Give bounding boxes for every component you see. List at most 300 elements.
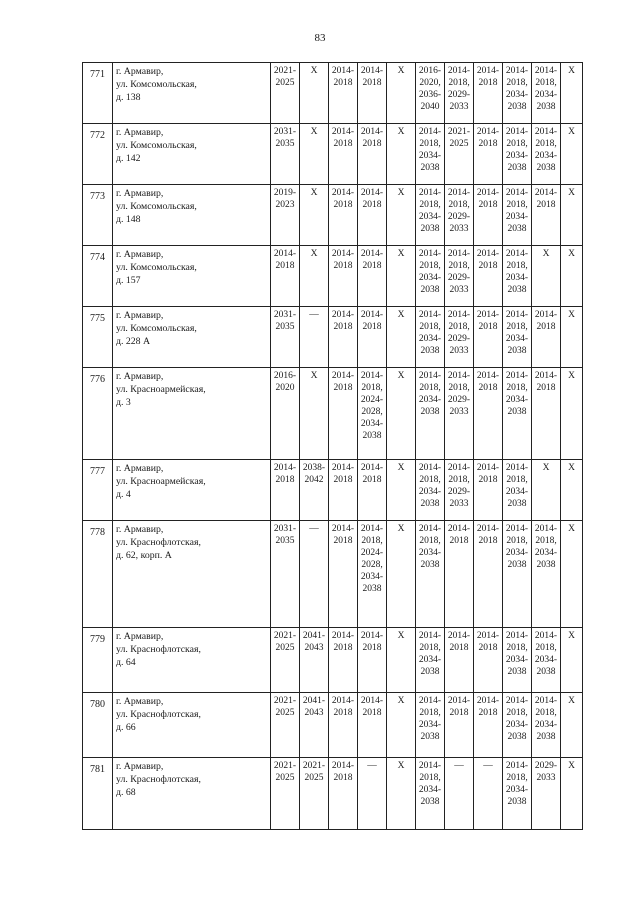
period-text: 2033 <box>449 224 469 234</box>
period-text: 2018 <box>478 261 498 271</box>
period-text: 2033 <box>449 407 469 417</box>
period-text: 2018 <box>333 261 353 271</box>
period-cell <box>358 185 387 246</box>
period-text: 2018 <box>333 643 353 653</box>
period-cell <box>561 628 583 693</box>
period-cell <box>474 521 503 628</box>
address-line: д. 142 <box>116 153 141 164</box>
period-text: 2014- <box>331 463 355 473</box>
period-text: 2033 <box>449 102 469 112</box>
address-line: д. 62, корп. А <box>116 550 172 561</box>
period-text: 2014- <box>360 631 384 641</box>
period-text: 2038 <box>536 102 556 112</box>
period-cell <box>561 368 583 460</box>
period-cell <box>474 185 503 246</box>
table-row <box>83 63 583 124</box>
period-text: 2018 <box>333 383 353 393</box>
period-cell <box>474 246 503 307</box>
period-text: 2025 <box>275 78 295 88</box>
period-text: 2018 <box>275 475 295 485</box>
period-cell <box>445 628 474 693</box>
period-text: 2038 <box>420 285 440 295</box>
period-cell <box>329 246 358 307</box>
period-cell <box>561 307 583 368</box>
period-text: 2018, <box>506 475 528 485</box>
row-number: 776 <box>83 368 113 460</box>
period-cell <box>329 628 358 693</box>
address-line: д. 148 <box>116 214 141 225</box>
period-text: 2043 <box>304 643 324 653</box>
period-text: X <box>310 249 318 259</box>
address-line: г. Армавир, <box>116 188 164 199</box>
period-text: 2018, <box>448 78 470 88</box>
period-cell <box>387 185 416 246</box>
period-cell <box>474 124 503 185</box>
period-text: 2018, <box>419 475 441 485</box>
period-text: 2014- <box>360 696 384 706</box>
period-text: 2014- <box>331 371 355 381</box>
period-text: 2014- <box>476 249 500 259</box>
period-cell <box>532 307 561 368</box>
period-text: X <box>568 371 575 381</box>
period-text: 2029- <box>447 273 471 283</box>
period-text: 2034- <box>534 90 558 100</box>
period-text: 2018, <box>506 383 528 393</box>
period-text: 2018 <box>478 322 498 332</box>
period-text: 2018, <box>419 773 441 783</box>
period-text: 2021- <box>273 631 297 641</box>
period-text: 2018, <box>535 139 557 149</box>
period-text: 2018, <box>506 261 528 271</box>
period-text: 2014- <box>331 310 355 320</box>
period-text: 2018, <box>419 139 441 149</box>
period-text: 2014- <box>447 249 471 259</box>
row-number: 780 <box>83 693 113 758</box>
period-text: 2041- <box>302 696 326 706</box>
period-text: 2038 <box>536 667 556 677</box>
period-cell <box>300 246 329 307</box>
address-cell <box>113 124 271 185</box>
period-cell <box>416 63 445 124</box>
period-text: 2028, <box>361 560 383 570</box>
period-cell <box>445 460 474 521</box>
period-cell <box>445 246 474 307</box>
period-cell <box>416 460 445 521</box>
period-cell <box>503 460 532 521</box>
period-text: 2033 <box>449 285 469 295</box>
period-text: 2025 <box>275 643 295 653</box>
period-cell <box>503 307 532 368</box>
period-cell <box>387 693 416 758</box>
period-text: 2034- <box>505 487 529 497</box>
table-row <box>83 693 583 758</box>
period-text: 2034- <box>418 395 442 405</box>
period-text: — <box>454 761 464 771</box>
period-cell <box>416 521 445 628</box>
period-cell <box>474 628 503 693</box>
period-cell <box>387 628 416 693</box>
period-text: 2016- <box>418 66 442 76</box>
period-text: 2018, <box>419 261 441 271</box>
period-cell <box>474 693 503 758</box>
period-text: 2025 <box>275 773 295 783</box>
period-text: 2038 <box>420 797 440 807</box>
period-text: 2038 <box>507 102 527 112</box>
period-text: 2014- <box>476 66 500 76</box>
period-text: 2014- <box>476 310 500 320</box>
period-text: 2033 <box>449 346 469 356</box>
period-text: 2014- <box>476 631 500 641</box>
period-cell <box>271 124 300 185</box>
period-text: 2034- <box>418 720 442 730</box>
period-cell <box>503 185 532 246</box>
period-text: 2034- <box>534 720 558 730</box>
period-cell <box>329 307 358 368</box>
period-cell <box>387 63 416 124</box>
period-text: 2014- <box>360 66 384 76</box>
period-text: 2029- <box>447 212 471 222</box>
period-text: 2018, <box>419 708 441 718</box>
period-text: 2018 <box>362 261 382 271</box>
table-row <box>83 521 583 628</box>
period-cell <box>358 521 387 628</box>
address-cell <box>113 693 271 758</box>
period-text: 2029- <box>447 334 471 344</box>
period-cell <box>532 521 561 628</box>
period-cell <box>561 124 583 185</box>
period-text: 2029- <box>534 761 558 771</box>
period-text: 2018 <box>478 475 498 485</box>
period-text: 2034- <box>534 151 558 161</box>
period-cell <box>358 460 387 521</box>
period-cell <box>387 758 416 830</box>
period-text: 2034- <box>418 212 442 222</box>
period-text: 2014- <box>418 463 442 473</box>
period-text: X <box>397 127 405 137</box>
period-cell <box>532 758 561 830</box>
period-text: 2038 <box>507 285 527 295</box>
period-text: 2018 <box>478 383 498 393</box>
period-cell <box>300 758 329 830</box>
period-text: 2018 <box>362 643 382 653</box>
period-text: 2018 <box>449 643 469 653</box>
period-cell <box>532 693 561 758</box>
address-line: д. 68 <box>116 787 136 798</box>
period-text: 2014- <box>360 310 384 320</box>
period-text: 2021- <box>302 761 326 771</box>
period-text: 2025 <box>304 773 324 783</box>
period-cell <box>300 368 329 460</box>
period-text: 2014- <box>476 463 500 473</box>
period-text: 2014- <box>447 524 471 534</box>
period-cell <box>561 185 583 246</box>
period-text: X <box>568 524 575 534</box>
period-text: 2014- <box>331 249 355 259</box>
period-text: 2014- <box>534 371 558 381</box>
period-cell <box>561 521 583 628</box>
period-text: 2034- <box>418 655 442 665</box>
address-cell <box>113 460 271 521</box>
period-cell <box>532 185 561 246</box>
period-text: 2014- <box>418 249 442 259</box>
period-text: 2014- <box>447 631 471 641</box>
period-text: 2035 <box>275 536 295 546</box>
period-cell <box>445 758 474 830</box>
address-line: г. Армавир, <box>116 524 164 535</box>
address-line: ул. Красноармейская, <box>116 384 206 395</box>
period-text: 2018 <box>362 322 382 332</box>
page-number: 83 <box>314 32 326 44</box>
period-text: 2029- <box>447 395 471 405</box>
period-text: 2018 <box>333 139 353 149</box>
address-line: ул. Комсомольская, <box>116 323 197 334</box>
period-text: 2035 <box>275 322 295 332</box>
period-text: 2019- <box>273 188 297 198</box>
period-text: 2014- <box>418 631 442 641</box>
period-text: 2018, <box>419 536 441 546</box>
period-text: 2038 <box>507 560 527 570</box>
period-cell <box>561 693 583 758</box>
period-text: 2038 <box>536 560 556 570</box>
period-cell <box>387 368 416 460</box>
period-text: X <box>397 696 405 706</box>
period-text: 2014- <box>360 249 384 259</box>
period-text: 2028, <box>361 407 383 417</box>
row-number: 771 <box>83 63 113 124</box>
period-cell <box>561 460 583 521</box>
period-cell <box>387 460 416 521</box>
period-text: 2018, <box>506 773 528 783</box>
period-text: 2014- <box>360 524 384 534</box>
period-cell <box>329 63 358 124</box>
period-cell <box>358 693 387 758</box>
period-text: X <box>397 371 405 381</box>
period-text: 2018 <box>478 78 498 88</box>
period-cell <box>416 307 445 368</box>
period-text: 2034- <box>534 655 558 665</box>
period-cell <box>300 124 329 185</box>
period-cell <box>474 368 503 460</box>
period-cell <box>474 63 503 124</box>
period-text: 2018, <box>506 322 528 332</box>
period-cell <box>416 758 445 830</box>
period-text: 2034- <box>505 151 529 161</box>
period-cell <box>358 758 387 830</box>
period-text: 2014- <box>447 188 471 198</box>
period-text: 2018, <box>419 322 441 332</box>
period-text: 2014- <box>476 371 500 381</box>
address-cell <box>113 185 271 246</box>
period-cell <box>416 124 445 185</box>
period-text: 2038 <box>362 431 382 441</box>
period-text: 2038 <box>420 499 440 509</box>
period-text: 2014- <box>418 127 442 137</box>
period-text: 2018 <box>478 536 498 546</box>
period-cell <box>387 124 416 185</box>
period-cell <box>300 693 329 758</box>
period-text: 2014- <box>447 696 471 706</box>
period-cell <box>561 63 583 124</box>
period-cell <box>329 368 358 460</box>
period-text: 2018, <box>535 708 557 718</box>
period-cell <box>300 521 329 628</box>
address-line: д. 228 А <box>116 336 151 347</box>
address-line: ул. Комсомольская, <box>116 201 197 212</box>
repair-schedule-table <box>82 62 583 830</box>
period-cell <box>271 246 300 307</box>
period-text: 2014- <box>273 463 297 473</box>
period-text: 2014- <box>360 371 384 381</box>
period-cell <box>416 628 445 693</box>
period-text: 2018 <box>362 139 382 149</box>
period-text: 2014- <box>534 524 558 534</box>
period-text: 2018 <box>478 643 498 653</box>
period-text: 2029- <box>447 90 471 100</box>
period-text: 2014- <box>418 524 442 534</box>
address-cell <box>113 758 271 830</box>
period-text: 2018, <box>419 383 441 393</box>
period-text: 2038 <box>507 499 527 509</box>
period-text: 2025 <box>275 708 295 718</box>
period-cell <box>271 460 300 521</box>
row-number: 774 <box>83 246 113 307</box>
period-text: 2018 <box>536 322 556 332</box>
period-cell <box>271 63 300 124</box>
period-text: 2014- <box>534 188 558 198</box>
period-text: 2014- <box>505 249 529 259</box>
period-text: 2038 <box>507 797 527 807</box>
period-cell <box>474 460 503 521</box>
period-text: 2040 <box>420 102 440 112</box>
period-text: 2014- <box>505 761 529 771</box>
period-text: 2038 <box>420 346 440 356</box>
period-text: 2034- <box>418 334 442 344</box>
address-cell <box>113 521 271 628</box>
period-text: 2034- <box>505 548 529 558</box>
period-text: 2038 <box>420 560 440 570</box>
row-number: 773 <box>83 185 113 246</box>
period-text: 2038 <box>536 732 556 742</box>
period-text: — <box>309 310 319 320</box>
period-text: 2014- <box>505 463 529 473</box>
address-line: д. 3 <box>116 397 131 408</box>
period-text: 2043 <box>304 708 324 718</box>
period-text: 2038 <box>507 163 527 173</box>
period-text: 2014- <box>534 696 558 706</box>
period-text: 2018, <box>506 78 528 88</box>
period-text: 2024- <box>360 395 384 405</box>
period-text: 2033 <box>536 773 556 783</box>
period-text: X <box>397 524 405 534</box>
period-text: — <box>367 761 377 771</box>
period-text: X <box>542 249 550 259</box>
period-cell <box>416 246 445 307</box>
period-text: 2014- <box>476 188 500 198</box>
period-text: 2018, <box>535 643 557 653</box>
period-text: 2034- <box>418 785 442 795</box>
period-cell <box>329 124 358 185</box>
period-text: 2034- <box>505 273 529 283</box>
period-text: 2014- <box>418 310 442 320</box>
period-text: 2023 <box>275 200 295 210</box>
period-text: 2014- <box>505 524 529 534</box>
period-cell <box>561 758 583 830</box>
period-text: 2018, <box>506 200 528 210</box>
address-line: д. 138 <box>116 92 141 103</box>
period-text: 2021- <box>273 761 297 771</box>
period-cell <box>271 368 300 460</box>
period-text: X <box>397 249 405 259</box>
period-cell <box>532 368 561 460</box>
period-text: 2034- <box>505 212 529 222</box>
period-text: 2014- <box>447 463 471 473</box>
period-text: 2014- <box>360 127 384 137</box>
period-text: 2021- <box>273 696 297 706</box>
period-cell <box>300 307 329 368</box>
period-cell <box>416 185 445 246</box>
row-number: 781 <box>83 758 113 830</box>
period-text: 2018, <box>506 643 528 653</box>
address-line: ул. Комсомольская, <box>116 262 197 273</box>
period-text: 2018 <box>333 322 353 332</box>
period-text: X <box>568 761 575 771</box>
period-cell <box>358 368 387 460</box>
period-text: 2014- <box>331 188 355 198</box>
period-cell <box>445 63 474 124</box>
period-text: 2014- <box>331 127 355 137</box>
period-text: X <box>397 66 405 76</box>
address-cell <box>113 368 271 460</box>
period-text: 2034- <box>360 419 384 429</box>
period-text: 2014- <box>476 524 500 534</box>
period-text: 2018 <box>536 383 556 393</box>
row-number: 778 <box>83 521 113 628</box>
address-line: г. Армавир, <box>116 761 164 772</box>
period-text: 2018, <box>419 200 441 210</box>
period-cell <box>271 628 300 693</box>
period-cell <box>329 758 358 830</box>
period-text: 2018 <box>362 200 382 210</box>
period-text: 2031- <box>273 127 297 137</box>
period-text: 2014- <box>447 310 471 320</box>
address-line: г. Армавир, <box>116 310 164 321</box>
period-text: 2014- <box>505 66 529 76</box>
period-text: 2020 <box>275 383 295 393</box>
period-text: 2018 <box>449 708 469 718</box>
period-cell <box>503 521 532 628</box>
period-text: 2034- <box>418 273 442 283</box>
period-text: 2018 <box>333 708 353 718</box>
period-cell <box>445 693 474 758</box>
period-cell <box>561 246 583 307</box>
row-number: 779 <box>83 628 113 693</box>
period-text: 2018 <box>362 78 382 88</box>
period-cell <box>358 124 387 185</box>
period-cell <box>358 307 387 368</box>
period-cell <box>271 693 300 758</box>
period-cell <box>503 124 532 185</box>
period-cell <box>445 124 474 185</box>
period-text: X <box>310 127 318 137</box>
period-cell <box>271 307 300 368</box>
period-text: 2014- <box>331 696 355 706</box>
period-text: X <box>397 463 405 473</box>
period-cell <box>329 460 358 521</box>
period-cell <box>300 185 329 246</box>
period-text: 2018 <box>362 708 382 718</box>
address-line: ул. Комсомольская, <box>116 79 197 90</box>
period-text: 2034- <box>418 151 442 161</box>
